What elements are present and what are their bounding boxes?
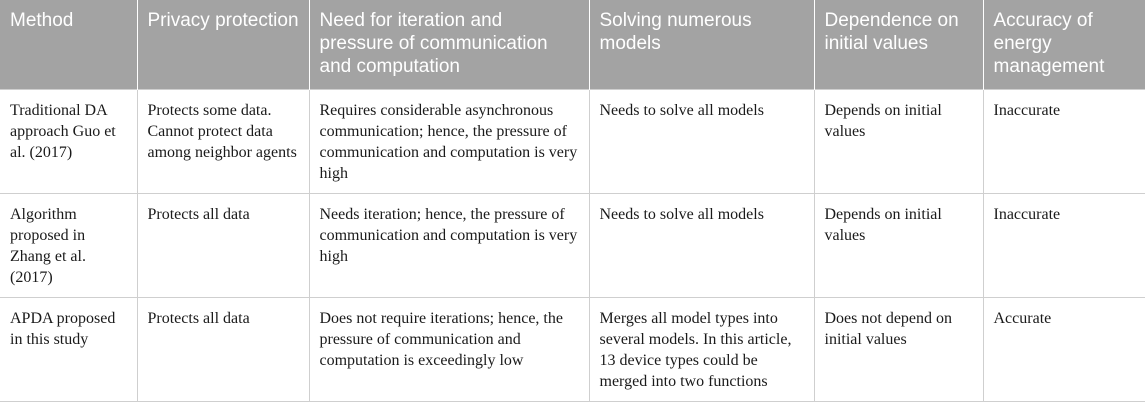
header-privacy-protection: Privacy protection [137,0,309,90]
header-accuracy: Accuracy of energy management [983,0,1145,90]
cell-privacy: Protects all data [137,298,309,402]
cell-initial-values: Depends on initial values [814,90,983,194]
table-row [0,194,1145,298]
cell-iteration: Needs iteration; hence, the pressure of communication and computation is very high [309,194,589,298]
header-solving-models: Solving numerous models [589,0,814,90]
table-row [0,90,1145,194]
cell-models: Needs to solve all models [589,90,814,194]
cell-method: APDA proposed in this study [0,298,137,402]
cell-method: Traditional DA approach Guo et al. (2017) [0,90,137,194]
header-row [0,0,1145,90]
header-initial-values: Dependence on initial values [814,0,983,90]
header-method: Method [0,0,137,90]
table-row [0,298,1145,402]
cell-accuracy: Inaccurate [983,194,1145,298]
cell-privacy: Protects some data. Cannot protect data among neighbor agents [137,90,309,194]
cell-initial-values: Depends on initial values [814,194,983,298]
cell-models: Needs to solve all models [589,194,814,298]
cell-method: Algorithm proposed in Zhang et al. (2017) [0,194,137,298]
header-iteration-pressure: Need for iteration and pressure of communication and computation [309,0,589,90]
cell-accuracy: Accurate [983,298,1145,402]
cell-models: Merges all model types into several models. In this article, 13 device types could be merged into two functions [589,298,814,402]
cell-initial-values: Does not depend on initial values [814,298,983,402]
cell-privacy: Protects all data [137,194,309,298]
cell-iteration: Requires considerable asynchronous communication; hence, the pressure of communication and computation is very high [309,90,589,194]
cell-accuracy: Inaccurate [983,90,1145,194]
cell-iteration: Does not require iterations; hence, the pressure of communication and computation is exceedingly low [309,298,589,402]
